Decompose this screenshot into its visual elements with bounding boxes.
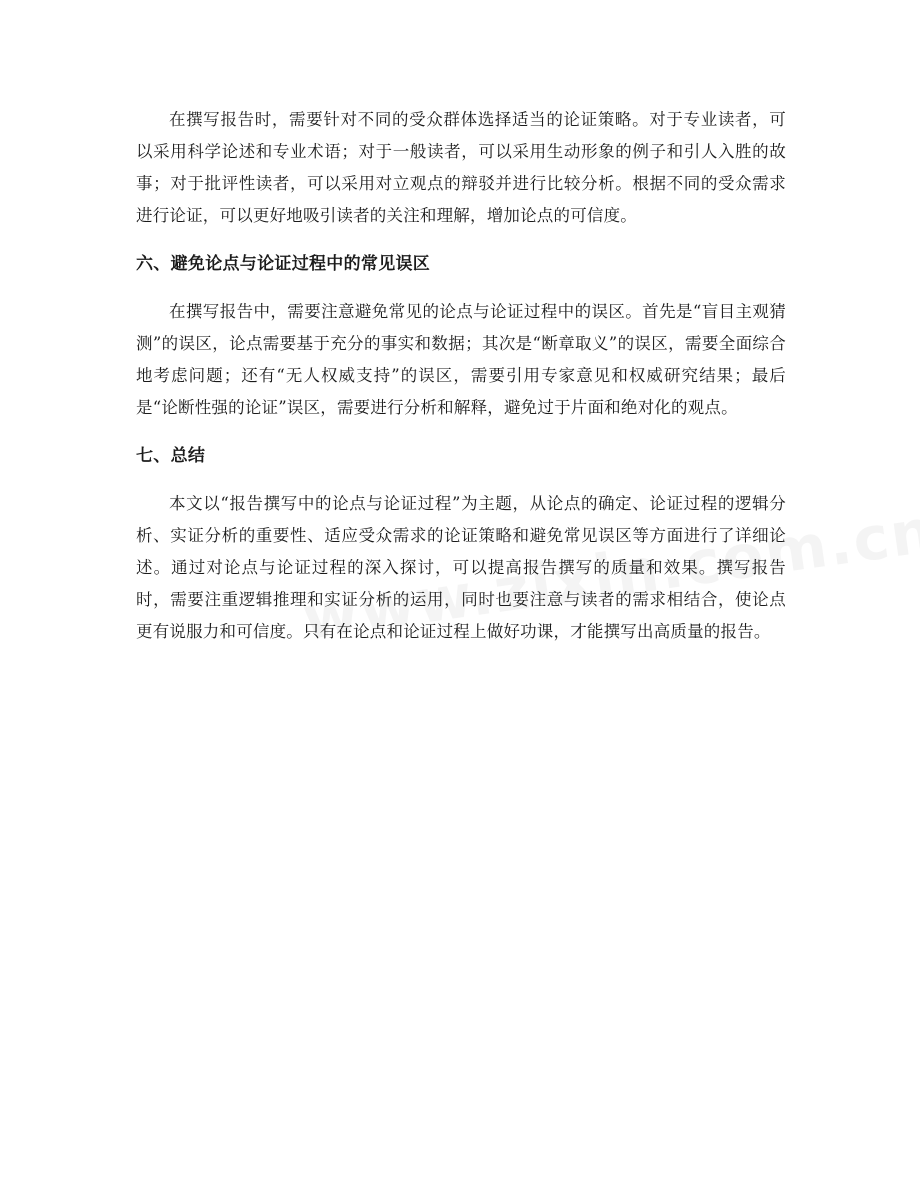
paragraph-summary: 本文以“报告撰写中的论点与论证过程”为主题，从论点的确定、论证过程的逻辑分析、实证分析的重要性、适应受众需求的论证策略和避免常见误区等方面进行了详细论述。通过对论点与论证过程的深入探讨，可以提高报告撰写的质量和效果。撰写报告时，需要注重逻辑推理和实证分析的运用，同时也要注意与读者的需求相结合，使论点更有说服力和可信度。只有在论点和论证过程上做好功课，才能撰写出高质量的报告。 xyxy=(136,494,786,641)
paragraph-common-mistakes: 在撰写报告中，需要注意避免常见的论点与论证过程中的误区。首先是“盲目主观猜测”的误区，论点需要基于充分的事实和数据；其次是“断章取义”的误区，需要全面综合地考虑问题；还有“无人权威支持”的误区，需要引用专家意见和权威研究结果；最后是“论断性强的论证”误区，需要进行分析和解释，避免过于片面和绝对化的观点。 xyxy=(136,302,786,417)
paragraph-audience-strategy: 在撰写报告时，需要针对不同的受众群体选择适当的论证策略。对于专业读者，可以采用科学论述和专业术语；对于一般读者，可以采用生动形象的例子和引人入胜的故事；对于批评性读者，可以采用对立观点的辩驳并进行比较分析。根据不同的受众需求进行论证，可以更好地吸引读者的关注和理解，增加论点的可信度。 xyxy=(136,110,786,225)
section-heading-6: 六、避免论点与论证过程中的常见误区 xyxy=(136,254,431,274)
document-body xyxy=(136,104,786,648)
section-heading-7: 七、总结 xyxy=(136,446,206,466)
